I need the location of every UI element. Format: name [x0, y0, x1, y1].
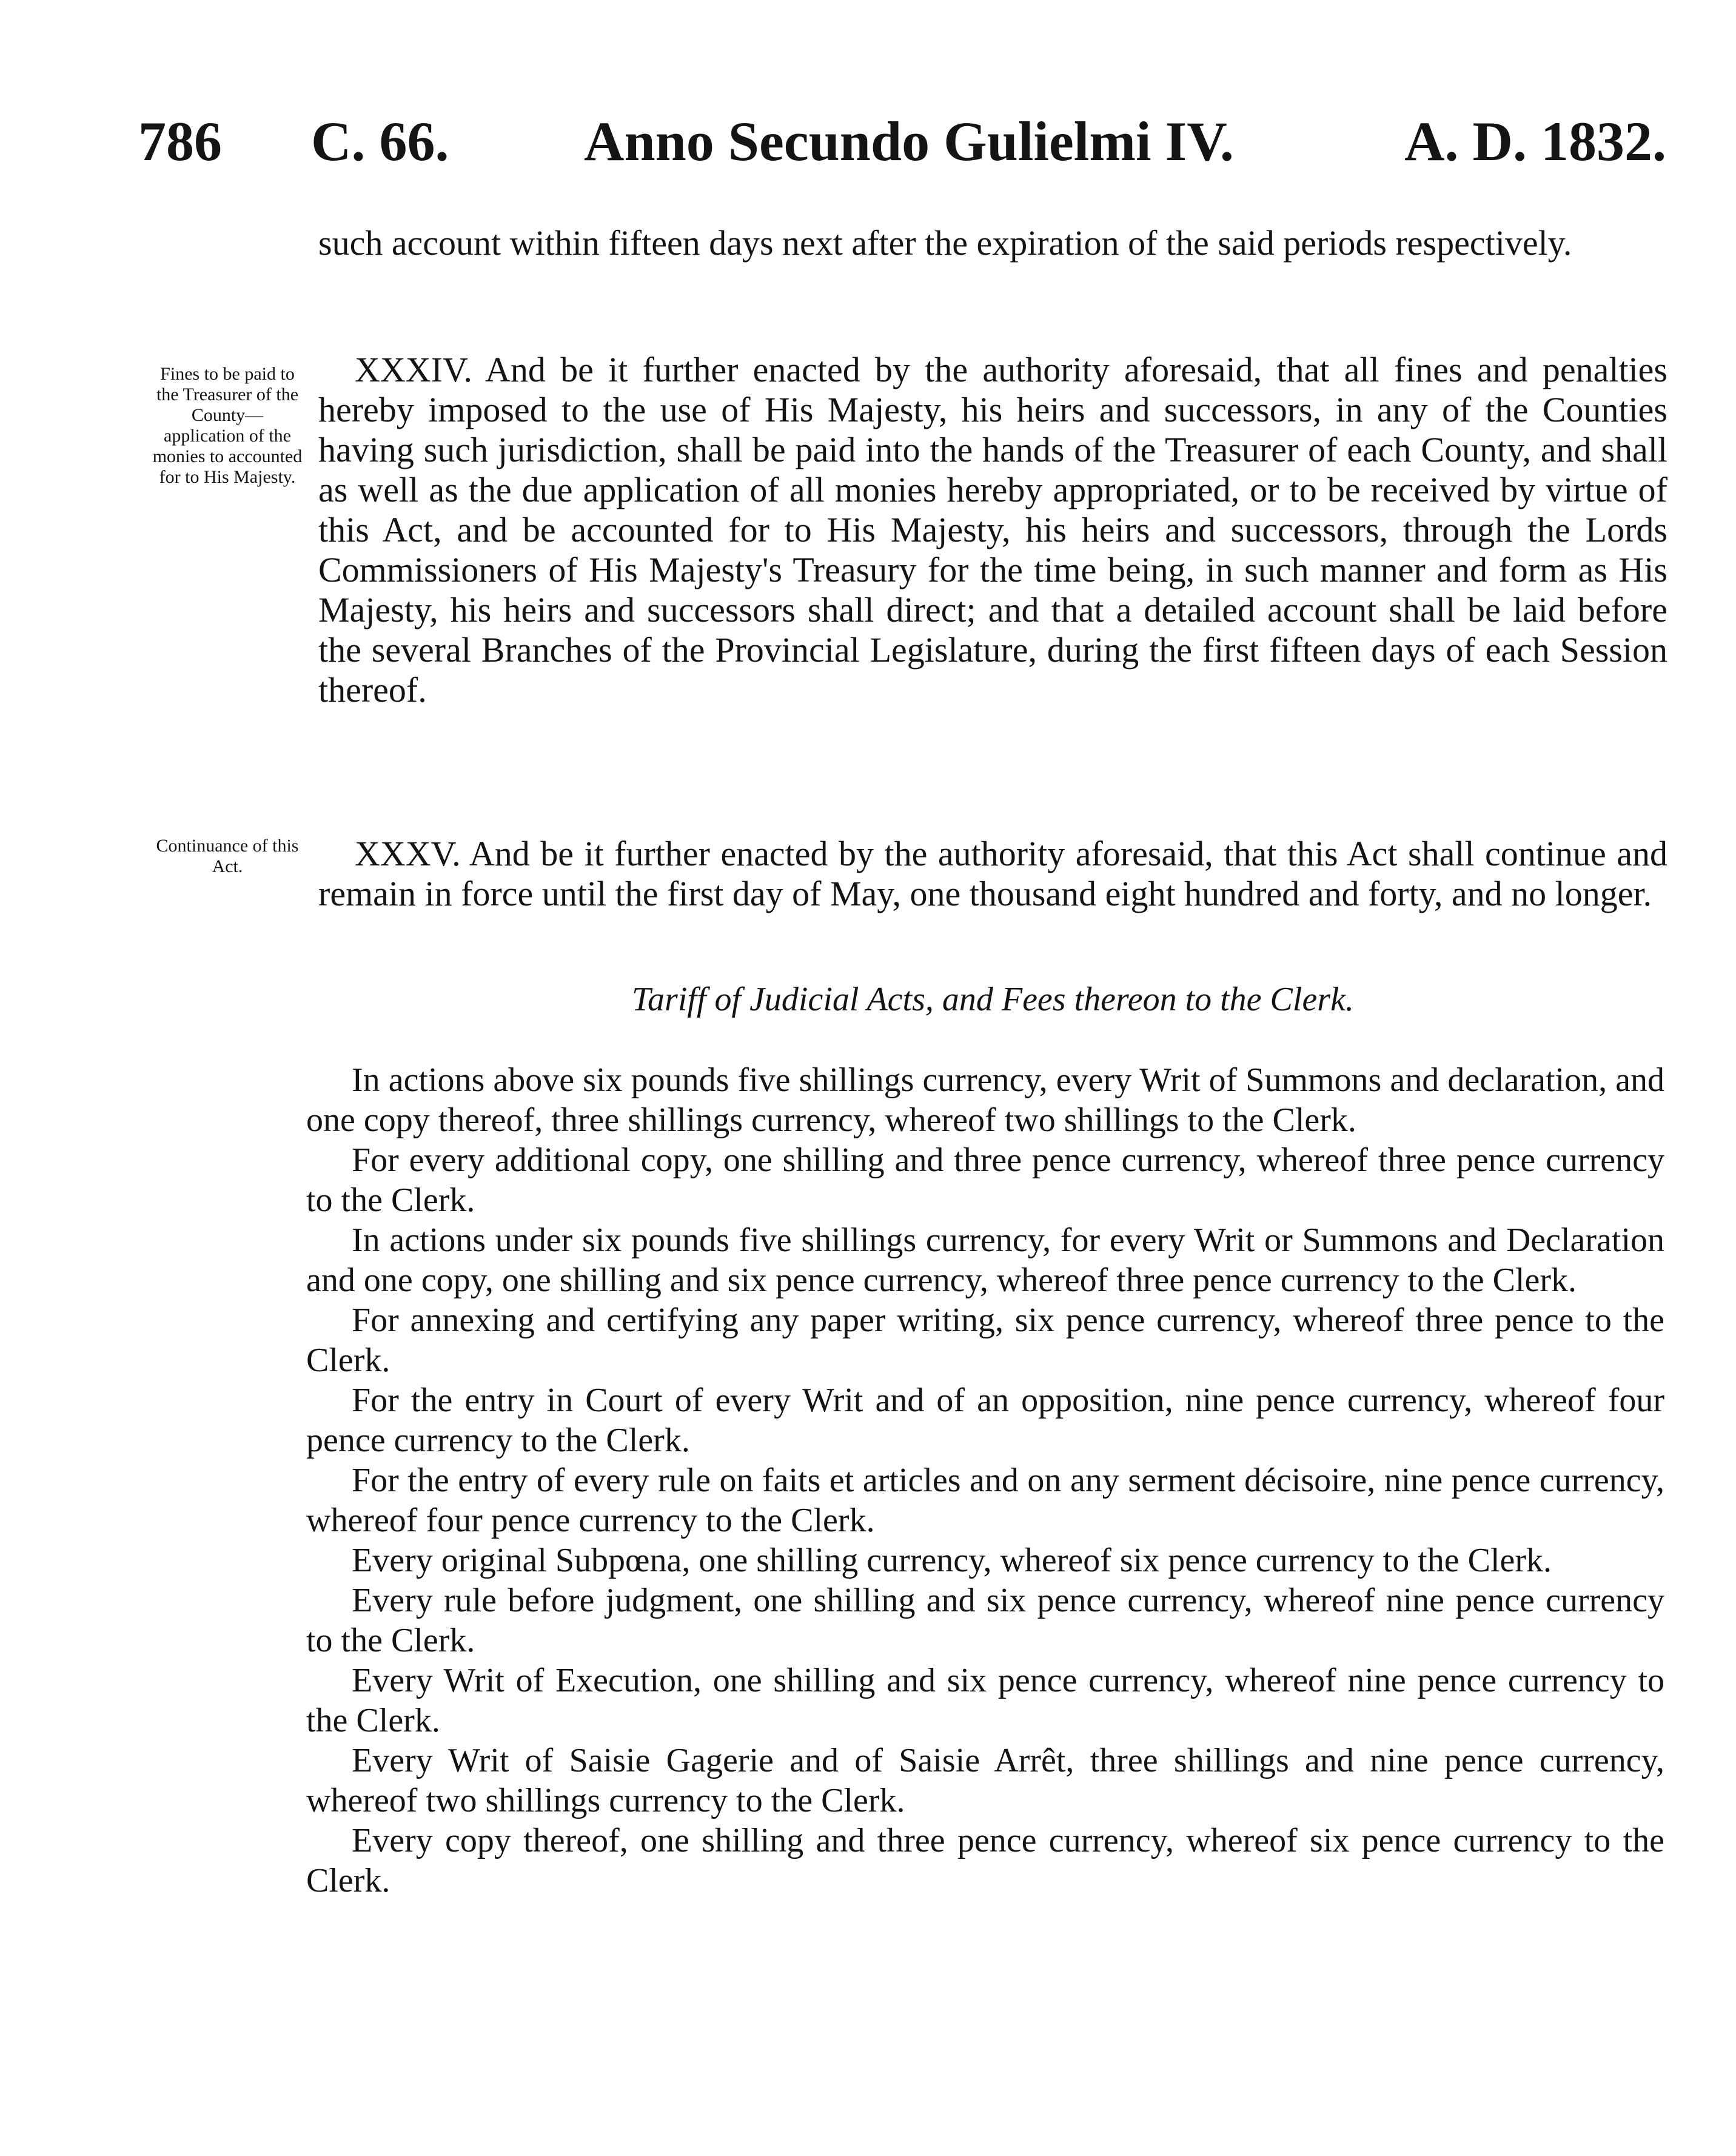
margin-note-section-35: Continuance of this Act. [156, 836, 299, 876]
tariff-item: For the entry in Court of every Writ and of an opposition, nine pence currency, whereof four pence currency to the Clerk. [306, 1382, 1664, 1459]
tariff-item: Every copy thereof, one shilling and three pence currency, whereof six pence currency to the Clerk. [306, 1822, 1664, 1899]
chapter-number: C. 66. [311, 110, 449, 172]
tariff-heading: Tariff of Judicial Acts, and Fees thereon to the Clerk. [632, 981, 1354, 1018]
year-label: A. D. 1832. [1404, 110, 1666, 172]
tariff-item: In actions above six pounds five shillings currency, every Writ of Summons and declaration, and one copy thereof, three shillings currency, whereof two shillings to the Clerk. [306, 1061, 1664, 1139]
tariff-item: Every rule before judgment, one shilling and six pence currency, whereof nine pence currency to the Clerk. [306, 1582, 1664, 1659]
tariff-item: For annexing and certifying any paper writing, six pence currency, whereof three pence to the Clerk. [306, 1301, 1664, 1379]
tariff-item: In actions under six pounds five shillings currency, for every Writ or Summons and Declaration and one copy, one shilling and six pence currency, whereof three pence currency to the Clerk. [306, 1221, 1664, 1299]
section-35-paragraph: XXXV. And be it further enacted by the authority aforesaid, that this Act shall continue and remain in force until the first day of May, one thousand eight hundred and forty, and no longer. [318, 834, 1667, 913]
tariff-item: Every original Subpœna, one shilling currency, whereof six pence currency to the Clerk. [352, 1542, 1552, 1579]
tariff-item: For every additional copy, one shilling and three pence currency, whereof three pence currency to the Clerk. [306, 1141, 1664, 1219]
tariff-item: Every Writ of Execution, one shilling and six pence currency, whereof nine pence currency to the Clerk. [306, 1662, 1664, 1739]
tariff-list [306, 1060, 1664, 1901]
continuation-paragraph: such account within fifteen days next after the expiration of the said periods respectively. [318, 223, 1572, 263]
section-34-paragraph: XXXIV. And be it further enacted by the authority aforesaid, that all fines and penalties hereby imposed to the use of His Majesty, his heirs and successors, in any of the Counties having such jurisdiction, shall be paid into the hands of the Treasurer of each County, and shall as well as the due application of all monies hereby appropriated, or to be received by virtue of this Act, and be accounted for to His Majesty, his heirs and successors, through the Lords Commissioners of His Majesty's Treasury for the time being, in such manner and form as His Majesty, his heirs and successors shall direct; and that a detailed account shall be laid before the several Branches of the Provincial Legislature, during the first fifteen days of each Session thereof. [318, 350, 1667, 710]
tariff-item: Every Writ of Saisie Gagerie and of Saisie Arrêt, three shillings and nine pence currency, whereof two shillings currency to the Clerk. [306, 1742, 1664, 1819]
running-header [138, 102, 1666, 181]
tariff-item: For the entry of every rule on faits et articles and on any serment décisoire, nine pence currency, whereof four pence currency to the Clerk. [306, 1462, 1664, 1539]
regnal-year-title: Anno Secundo Gulielmi IV. [584, 110, 1234, 172]
margin-note-section-34: Fines to be paid to the Treasurer of the County—application of the monies to accounted for to His Majesty. [152, 364, 303, 487]
page-number: 786 [138, 110, 222, 172]
